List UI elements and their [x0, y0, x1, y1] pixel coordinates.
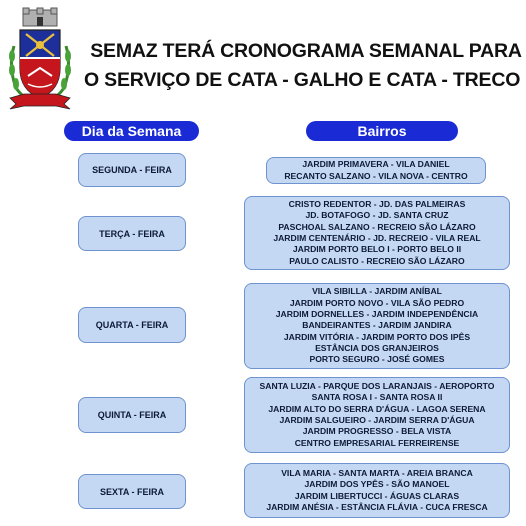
bairro-line: JARDIM ALTO DO SERRA D'ÁGUA - LAGOA SERENA [268, 403, 486, 414]
coat-of-arms-icon [6, 6, 74, 110]
bairros-box-segunda [266, 157, 486, 184]
bairros-box-sexta [244, 463, 510, 518]
day-box-quinta: QUINTA - FEIRA [78, 397, 186, 433]
bairro-line: JARDIM PRIMAVERA - VILA DANIEL [302, 159, 450, 170]
bairro-line: CRISTO REDENTOR - JD. DAS PALMEIRAS [288, 199, 466, 210]
bairro-line: BANDEIRANTES - JARDIM JANDIRA [302, 320, 452, 331]
bairros-box-quinta [244, 377, 510, 453]
bairro-line: JARDIM CENTENÁRIO - JD. RECREIO - VILA REAL [273, 233, 481, 243]
day-box-quarta: QUARTA - FEIRA [78, 307, 186, 343]
bairro-line: SANTA LUZIA - PARQUE DOS LARANJAIS - AEROPORTO [259, 381, 495, 392]
day-box-segunda: SEGUNDA - FEIRA [78, 153, 186, 187]
bairro-line: SANTA ROSA I - SANTA ROSA II [311, 392, 443, 403]
bairro-line: JARDIM LIBERTUCCI - ÁGUAS CLARAS [294, 490, 460, 501]
page-title-line-1: SEMAZ TERÁ CRONOGRAMA SEMANAL PARA [90, 40, 522, 62]
bairro-line: PASCHOAL SALZANO - RECREIO SÃO LÁZARO [278, 221, 476, 232]
page-title-line-2: O SERVIÇO DE CATA - GALHO E CATA - TRECO [84, 69, 521, 91]
bairro-line: JARDIM PORTO BELO I - PORTO BELO II [292, 244, 462, 255]
bairro-line: PORTO SEGURO - JOSÉ GOMES [309, 354, 445, 365]
bairro-line: RECANTO SALZANO - VILA NOVA - CENTRO [284, 170, 468, 181]
bairro-line: PAULO CALISTO - RECREIO SÃO LÁZARO [289, 255, 465, 266]
bairros-column-header: Bairros [306, 121, 458, 141]
bairro-line: VILA SIBILLA - JARDIM ANÍBAL [312, 286, 442, 297]
bairro-line: ESTÂNCIA DOS GRANJEIROS [315, 342, 439, 353]
day-column-header: Dia da Semana [64, 121, 199, 141]
bairro-line: JARDIM ANÉSIA - ESTÂNCIA FLÁVIA - CUCA FRESCA [266, 501, 488, 512]
bairro-line: JARDIM DOS YPÊS - SÃO MANOEL [304, 479, 450, 490]
bairro-line: JARDIM VITÓRIA - JARDIM PORTO DOS IPÊS [283, 331, 471, 342]
bairro-line: VILA MARIA - SANTA MARTA - AREIA BRANCA [281, 467, 473, 478]
bairro-line: JARDIM PORTO NOVO - VILA SÃO PEDRO [289, 297, 465, 308]
bairro-line: CENTRO EMPRESARIAL FERREIRENSE [294, 437, 460, 448]
day-box-sexta: SEXTA - FEIRA [78, 474, 186, 509]
day-box-terca: TERÇA - FEIRA [78, 216, 186, 251]
bairros-box-quarta [244, 283, 510, 369]
bairros-box-terca [244, 196, 510, 270]
bairro-line: JARDIM DORNELLES - JARDIM INDEPENDÊNCIA [275, 309, 479, 320]
bairro-line: JARDIM SALGUEIRO - JARDIM SERRA D'ÁGUA [279, 415, 475, 425]
bairro-line: JD. BOTAFOGO - JD. SANTA CRUZ [305, 210, 449, 221]
bairro-line: JARDIM PROGRESSO - BELA VISTA [302, 426, 452, 437]
